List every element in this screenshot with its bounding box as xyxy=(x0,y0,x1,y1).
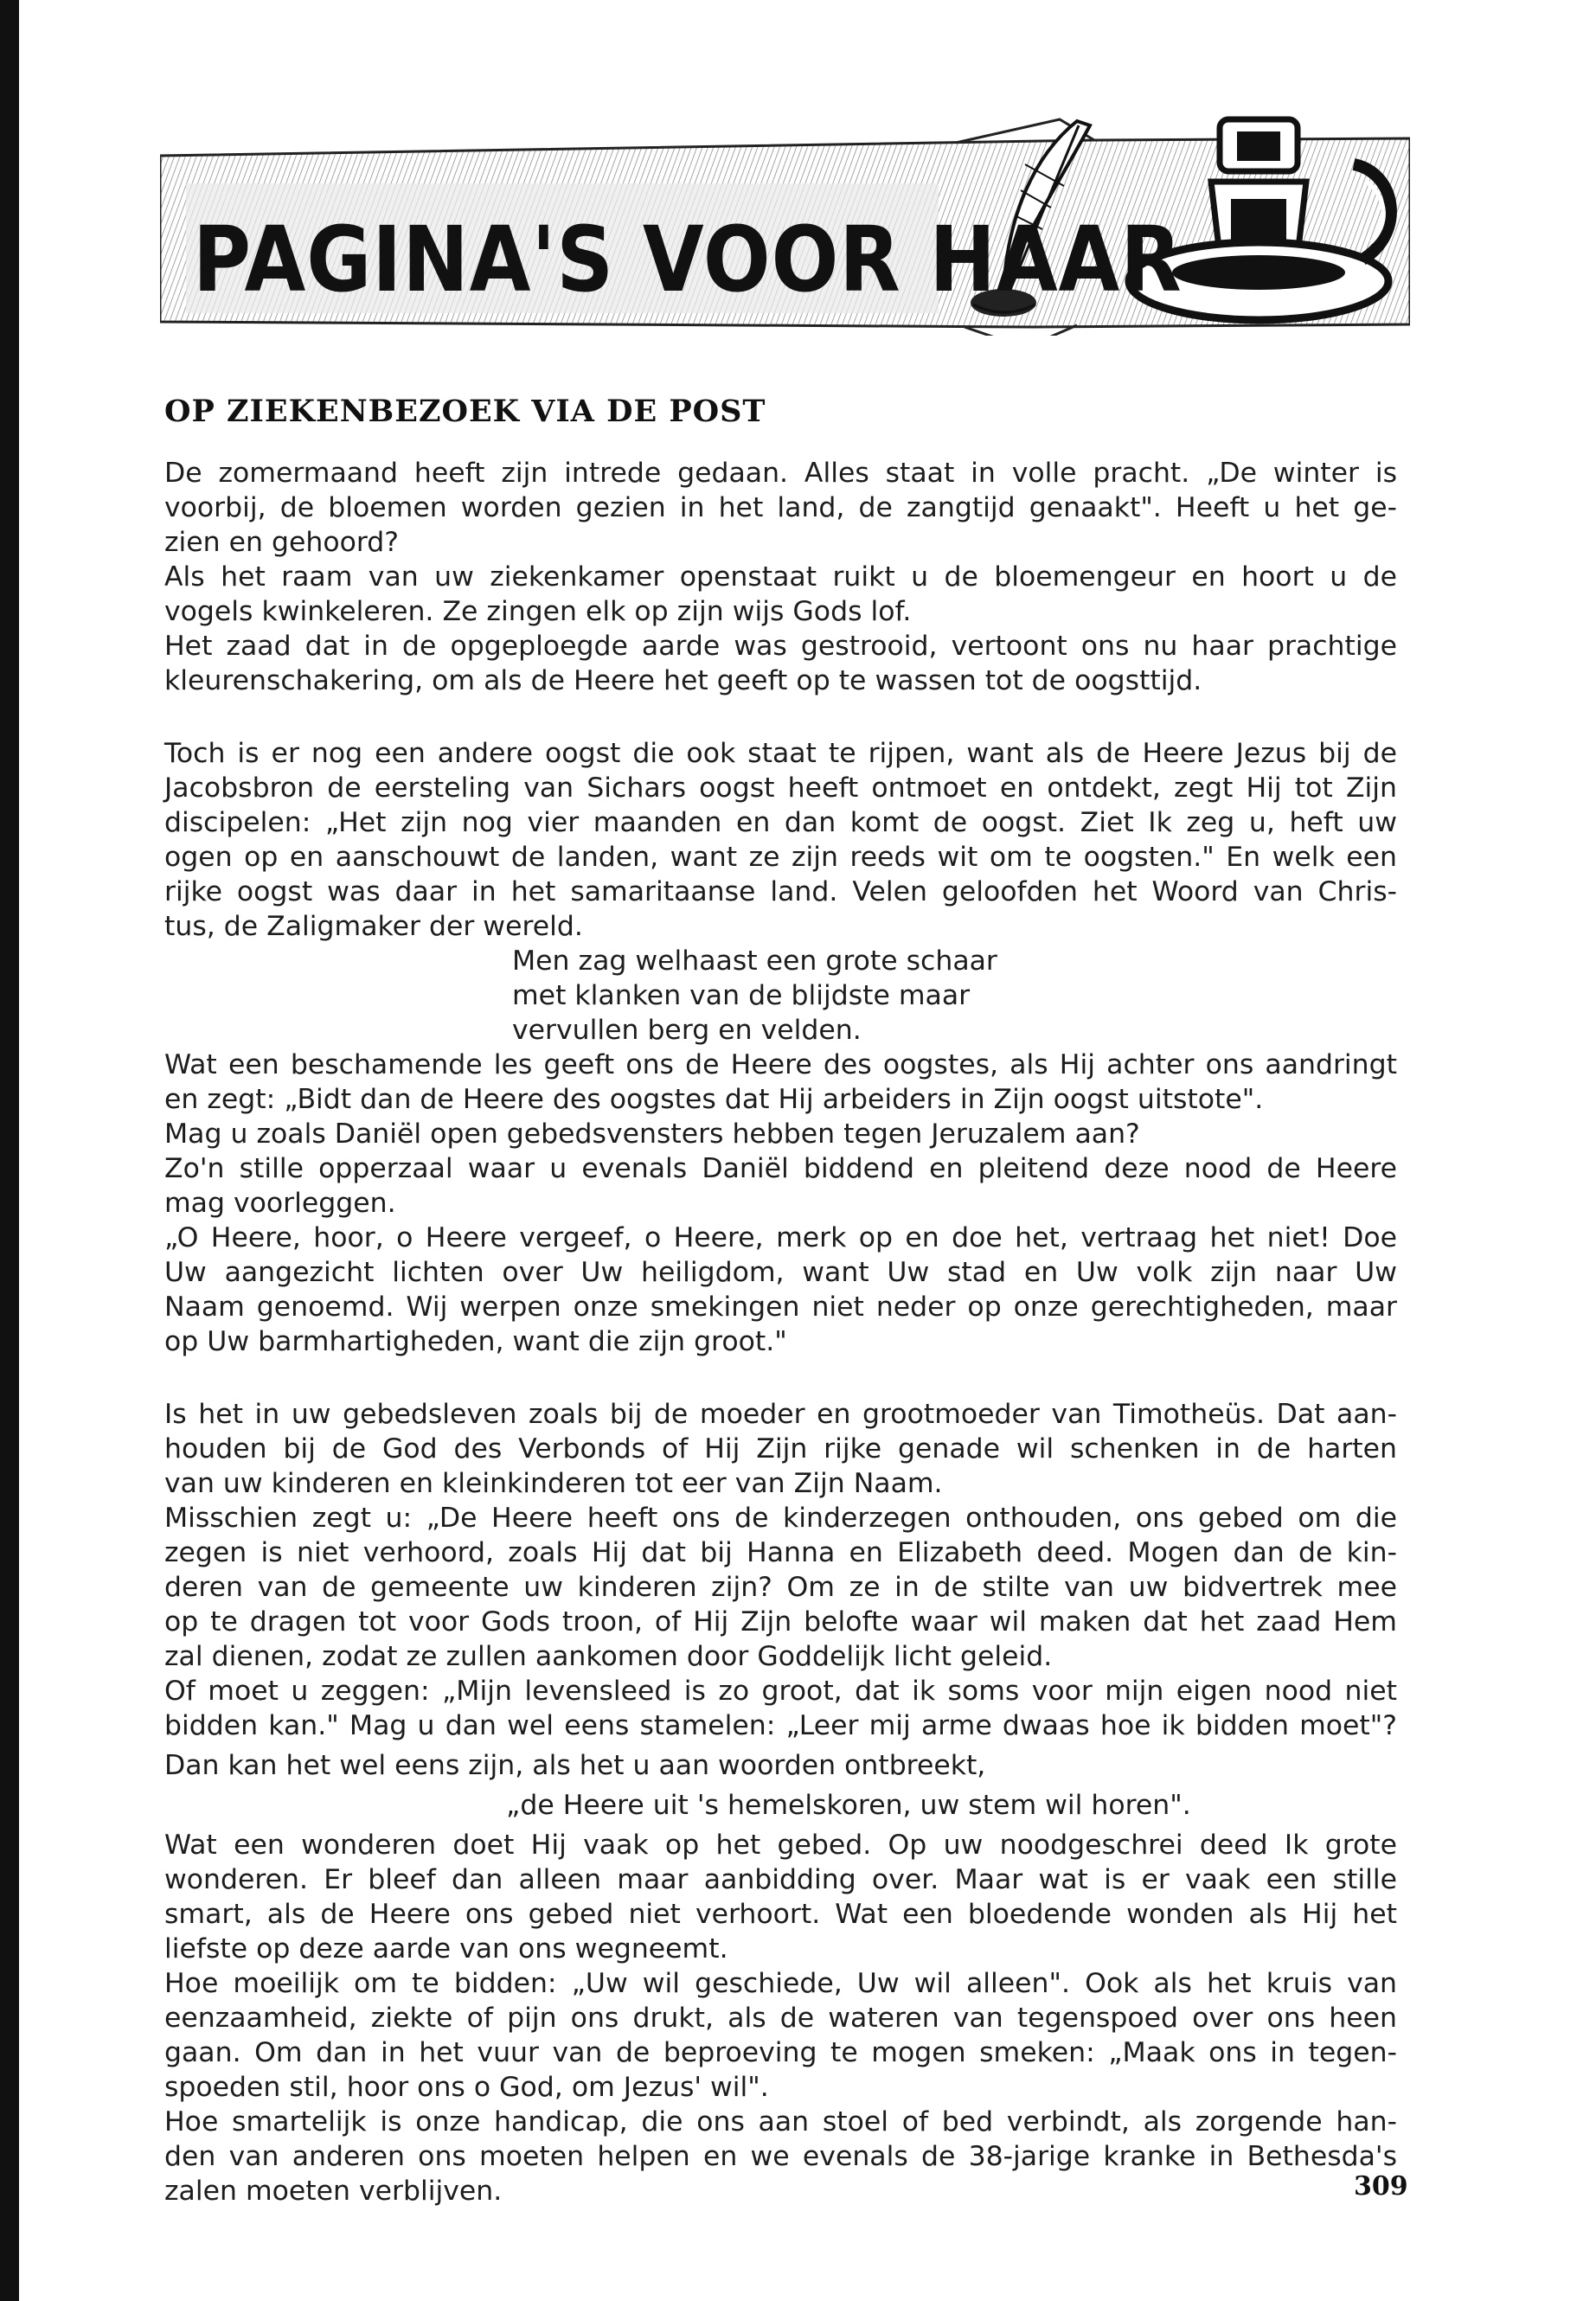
text-line: zalen moeten verblijven. xyxy=(164,2176,503,2207)
text-line: en zegt: „Bidt dan de Heere des oogstes dat Hij arbeiders in Zijn oogst uitstote". xyxy=(164,1084,1264,1115)
text-line: Mag u zoals Daniël open gebedsvensters hebben tegen Jeruzalem aan? xyxy=(164,1118,1140,1150)
text-line: ogen op en aanschouwt de landen, want ze zijn reeds wit om te oogsten." En welk een xyxy=(164,842,1397,873)
poem-line: met klanken van de blijdste maar xyxy=(512,980,971,1011)
text-line: smart, als de Heere ons gebed niet verhoort. Wat een bloedende wonden als Hij het xyxy=(164,1899,1397,1930)
text-line: wonderen. Er bleef dan alleen maar aanbidding over. Maar wat is er vaak een stille xyxy=(164,1864,1397,1895)
text-line: den van anderen ons moeten helpen en we evenals de 38-jarige kranke in Bethesda's xyxy=(164,2141,1397,2172)
text-line: Zo'n stille opperzaal waar u evenals Daniël biddend en pleitend deze nood de Heere xyxy=(164,1153,1397,1184)
text-line: „O Heere, hoor, o Heere vergeef, o Heere, merk op en doe het, vertraag het niet! Doe xyxy=(164,1222,1397,1253)
text-line: eenzaamheid, ziekte of pijn ons drukt, als de wateren van tegenspoed over ons heen xyxy=(164,2003,1397,2034)
text-line: tus, de Zaligmaker der wereld. xyxy=(164,911,583,942)
text-line: kleurenschakering, om als de Heere het geeft op te wassen tot de oogsttijd. xyxy=(164,665,1202,696)
text-line: Wat een beschamende les geeft ons de Heere des oogstes, als Hij achter ons aandringt xyxy=(164,1049,1397,1080)
poem-line: vervullen berg en velden. xyxy=(512,1015,862,1046)
text-line: zal dienen, zodat ze zullen aankomen door Goddelijk licht geleid. xyxy=(164,1641,1053,1672)
text-line: rijke oogst was daar in het samaritaanse land. Velen geloofden het Woord van Chris- xyxy=(164,876,1397,907)
text-line: bidden kan." Mag u dan wel eens stamelen: „Leer mij arme dwaas hoe ik bidden moet"? xyxy=(164,1710,1397,1741)
section-banner xyxy=(160,104,1410,336)
text-line: Toch is er nog een andere oogst die ook staat te rijpen, want als de Heere Jezus bij de xyxy=(164,738,1397,769)
text-line: Wat een wonderen doet Hij vaak op het gebed. Op uw noodgeschrei deed Ik grote xyxy=(164,1830,1397,1861)
text-line: Naam genoemd. Wij werpen onze smekingen niet neder op onze gerechtigheden, maar xyxy=(164,1292,1397,1323)
text-line: deren van de gemeente uw kinderen zijn? Om ze in de stilte van uw bidvertrek mee xyxy=(164,1572,1397,1603)
text-line: op Uw barmhartigheden, want die zijn groot." xyxy=(164,1326,787,1357)
page-left-edge xyxy=(0,0,19,2301)
text-line: discipelen: „Het zijn nog vier maanden en dan komt de oogst. Ziet Ik zeg u, heft uw xyxy=(164,807,1397,838)
text-line: Of moet u zeggen: „Mijn levensleed is zo groot, dat ik soms voor mijn eigen nood niet xyxy=(164,1676,1397,1707)
text-line: van uw kinderen en kleinkinderen tot eer van Zijn Naam. xyxy=(164,1468,943,1499)
text-line: zegen is niet verhoord, zoals Hij dat bij Hanna en Elizabeth deed. Mogen dan de kin- xyxy=(164,1537,1397,1568)
text-line: houden bij de God des Verbonds of Hij Zijn rijke genade wil schenken in de harten xyxy=(164,1433,1397,1465)
text-line: Uw aangezicht lichten over Uw heiligdom, want Uw stad en Uw volk zijn naar Uw xyxy=(164,1257,1397,1288)
page-number: 309 xyxy=(1354,2171,1408,2202)
poem-line: Men zag welhaast een grote schaar xyxy=(512,945,997,977)
text-line: mag voorleggen. xyxy=(164,1188,396,1219)
text-line: De zomermaand heeft zijn intrede gedaan. Alles staat in volle pracht. „De winter is xyxy=(164,458,1397,489)
text-line: spoeden stil, hoor ons o God, om Jezus' wil". xyxy=(164,2072,769,2103)
text-line: zien en gehoord? xyxy=(164,527,399,558)
text-line: Als het raam van uw ziekenkamer openstaat ruikt u de bloemengeur en hoort u de xyxy=(164,561,1397,593)
banner-title: PAGINA'S VOOR HAAR xyxy=(193,207,1183,312)
text-line: Jacobsbron de eersteling van Sichars oogst heeft ontmoet en ontdekt, zegt Hij tot Zijn xyxy=(164,772,1397,804)
text-line: op te dragen tot voor Gods troon, of Hij Zijn belofte waar wil maken dat het zaad Hem xyxy=(164,1606,1397,1638)
text-line: voorbij, de bloemen worden gezien in het land, de zangtijd genaakt". Heeft u het ge- xyxy=(164,492,1397,523)
text-line: Misschien zegt u: „De Heere heeft ons de kinderzegen onthouden, ons gebed om die xyxy=(164,1503,1397,1534)
text-line: vogels kwinkeleren. Ze zingen elk op zijn wijs Gods lof. xyxy=(164,596,912,627)
article-body xyxy=(164,456,1397,2208)
text-line: Hoe smartelijk is onze handicap, die ons aan stoel of bed verbindt, als zorgende han- xyxy=(164,2106,1397,2138)
text-line: Het zaad dat in de opgeploegde aarde was gestrooid, vertoont ons nu haar prachtige xyxy=(164,631,1397,662)
text-line: liefste op deze aarde van ons wegneemt. xyxy=(164,1933,728,1965)
text-line: Is het in uw gebedsleven zoals bij de moeder en grootmoeder van Timotheüs. Dat aan- xyxy=(164,1399,1397,1430)
article-heading: OP ZIEKENBEZOEK VIA DE POST xyxy=(164,394,766,429)
text-line: gaan. Om dan in het vuur van de beproeving te mogen smeken: „Maak ons in tegen- xyxy=(164,2037,1397,2068)
text-line: Dan kan het wel eens zijn, als het u aan woorden ontbreekt, xyxy=(164,1750,986,1781)
quote-line: „de Heere uit 's hemelskoren, uw stem wil horen". xyxy=(506,1790,1191,1821)
text-line: Hoe moeilijk om te bidden: „Uw wil geschiede, Uw wil alleen". Ook als het kruis van xyxy=(164,1968,1397,1999)
